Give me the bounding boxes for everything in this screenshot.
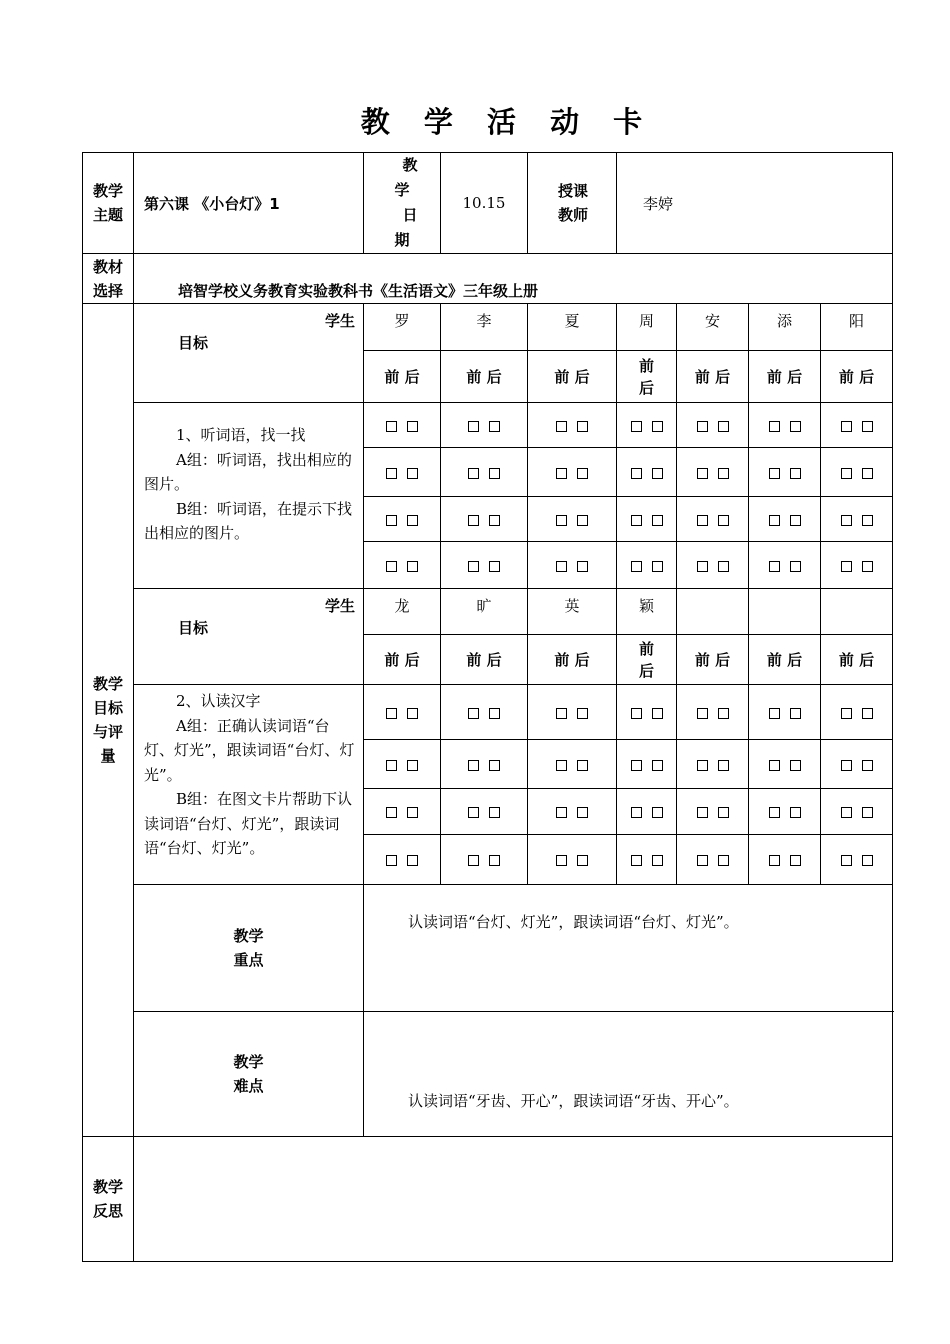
- post-checkbox[interactable]: [652, 421, 663, 432]
- checkbox-cell: [677, 789, 749, 835]
- checkbox-cell: [364, 789, 441, 835]
- post-checkbox[interactable]: [577, 468, 588, 479]
- pre-checkbox[interactable]: [556, 760, 567, 771]
- student-name: 颖: [617, 589, 677, 635]
- checkbox-cell: [528, 835, 617, 885]
- pre-post-label: 前 后: [677, 351, 749, 403]
- student-name: [749, 589, 821, 635]
- pre-checkbox[interactable]: [697, 561, 708, 572]
- checkbox-cell: [749, 542, 821, 589]
- post-checkbox[interactable]: [718, 708, 729, 719]
- pre-checkbox[interactable]: [631, 807, 642, 818]
- pre-post-label: 前 后: [528, 635, 617, 685]
- group2-goal-text: 2、认读汉字 A组：正确认读词语“台灯、灯光”，跟读词语“台灯、灯光”。 B组：在图文卡片帮助下认读词语“台灯、灯光”，跟读词语“台灯、灯光”。: [134, 685, 364, 885]
- checkbox-cell: [821, 403, 893, 448]
- pre-checkbox[interactable]: [841, 561, 852, 572]
- pre-checkbox[interactable]: [468, 708, 479, 719]
- post-checkbox[interactable]: [790, 807, 801, 818]
- post-checkbox[interactable]: [652, 561, 663, 572]
- group2-check-row: [83, 685, 893, 740]
- pre-post-label: 前 后: [617, 351, 677, 403]
- pre-checkbox[interactable]: [631, 468, 642, 479]
- pre-post-label: 前 后: [749, 351, 821, 403]
- post-checkbox[interactable]: [407, 468, 418, 479]
- date-label: 教 学 日 期: [364, 153, 441, 254]
- checkbox-cell: [441, 685, 528, 740]
- student-name: 安: [677, 304, 749, 351]
- pre-post-label: 前 后: [441, 635, 528, 685]
- material-row: [83, 254, 893, 304]
- checkbox-cell: [528, 448, 617, 497]
- post-checkbox[interactable]: [489, 421, 500, 432]
- pre-checkbox[interactable]: [697, 468, 708, 479]
- post-checkbox[interactable]: [489, 561, 500, 572]
- post-checkbox[interactable]: [407, 760, 418, 771]
- pre-checkbox[interactable]: [386, 807, 397, 818]
- checkbox-cell: [364, 403, 441, 448]
- post-checkbox[interactable]: [407, 807, 418, 818]
- pre-checkbox[interactable]: [468, 760, 479, 771]
- group1-goal-header: 学生 目标: [134, 304, 364, 403]
- post-checkbox[interactable]: [577, 855, 588, 866]
- post-checkbox[interactable]: [489, 855, 500, 866]
- post-checkbox[interactable]: [652, 760, 663, 771]
- checkbox-cell: [528, 789, 617, 835]
- pre-checkbox[interactable]: [468, 807, 479, 818]
- post-checkbox[interactable]: [407, 708, 418, 719]
- key-point-value: 认读词语“台灯、灯光”，跟读词语“台灯、灯光”。: [364, 885, 893, 1012]
- post-checkbox[interactable]: [577, 807, 588, 818]
- checkbox-cell: [617, 403, 677, 448]
- checkbox-cell: [364, 685, 441, 740]
- checkbox-cell: [528, 740, 617, 789]
- group2-goal-header: 学生 目标: [134, 589, 364, 685]
- checkbox-cell: [749, 789, 821, 835]
- checkbox-cell: [821, 835, 893, 885]
- pre-checkbox[interactable]: [631, 561, 642, 572]
- student-name: 阳: [821, 304, 893, 351]
- post-checkbox[interactable]: [489, 760, 500, 771]
- checkbox-cell: [364, 497, 441, 542]
- post-checkbox[interactable]: [718, 468, 729, 479]
- reflection-label: 教学 反思: [83, 1137, 134, 1262]
- checkbox-cell: [441, 403, 528, 448]
- group2-student-row: [83, 589, 893, 635]
- pre-post-label: 前 后: [821, 351, 893, 403]
- pre-checkbox[interactable]: [841, 708, 852, 719]
- checkbox-cell: [821, 789, 893, 835]
- checkbox-cell: [749, 448, 821, 497]
- pre-checkbox[interactable]: [769, 515, 780, 526]
- post-checkbox[interactable]: [489, 515, 500, 526]
- student-name: 旷: [441, 589, 528, 635]
- pre-checkbox[interactable]: [769, 807, 780, 818]
- student-name: [677, 589, 749, 635]
- checkbox-cell: [677, 685, 749, 740]
- student-name: 添: [749, 304, 821, 351]
- post-checkbox[interactable]: [718, 421, 729, 432]
- post-checkbox[interactable]: [790, 708, 801, 719]
- date-value: 10.15: [441, 153, 528, 254]
- pre-checkbox[interactable]: [769, 421, 780, 432]
- pre-checkbox[interactable]: [697, 855, 708, 866]
- pre-checkbox[interactable]: [556, 468, 567, 479]
- post-checkbox[interactable]: [407, 855, 418, 866]
- checkbox-cell: [749, 835, 821, 885]
- pre-checkbox[interactable]: [468, 515, 479, 526]
- group1-check-row: [83, 403, 893, 448]
- checkbox-cell: [677, 448, 749, 497]
- pre-checkbox[interactable]: [841, 421, 852, 432]
- pre-checkbox[interactable]: [841, 760, 852, 771]
- checkbox-cell: [821, 497, 893, 542]
- activity-card-table: [82, 152, 893, 1262]
- post-checkbox[interactable]: [577, 760, 588, 771]
- post-checkbox[interactable]: [652, 807, 663, 818]
- pre-checkbox[interactable]: [841, 807, 852, 818]
- checkbox-cell: [617, 835, 677, 885]
- pre-checkbox[interactable]: [386, 760, 397, 771]
- post-checkbox[interactable]: [862, 468, 873, 479]
- checkbox-cell: [617, 685, 677, 740]
- checkbox-cell: [617, 542, 677, 589]
- pre-checkbox[interactable]: [386, 421, 397, 432]
- checkbox-cell: [441, 497, 528, 542]
- post-checkbox[interactable]: [862, 760, 873, 771]
- post-checkbox[interactable]: [407, 561, 418, 572]
- pre-checkbox[interactable]: [631, 421, 642, 432]
- checkbox-cell: [441, 542, 528, 589]
- pre-checkbox[interactable]: [556, 807, 567, 818]
- pre-checkbox[interactable]: [631, 760, 642, 771]
- pre-checkbox[interactable]: [386, 561, 397, 572]
- checkbox-cell: [821, 740, 893, 789]
- pre-checkbox[interactable]: [386, 515, 397, 526]
- pre-checkbox[interactable]: [841, 855, 852, 866]
- checkbox-cell: [677, 542, 749, 589]
- checkbox-cell: [749, 497, 821, 542]
- post-checkbox[interactable]: [862, 561, 873, 572]
- material-label: 教材 选择: [83, 254, 134, 304]
- pre-checkbox[interactable]: [386, 468, 397, 479]
- page-title: 教 学 活 动 卡: [360, 105, 655, 139]
- pre-checkbox[interactable]: [468, 855, 479, 866]
- pre-checkbox[interactable]: [468, 468, 479, 479]
- post-checkbox[interactable]: [718, 807, 729, 818]
- checkbox-cell: [528, 403, 617, 448]
- pre-checkbox[interactable]: [631, 515, 642, 526]
- pre-checkbox[interactable]: [556, 561, 567, 572]
- pre-post-label: 前 后: [528, 351, 617, 403]
- post-checkbox[interactable]: [577, 515, 588, 526]
- pre-checkbox[interactable]: [697, 807, 708, 818]
- post-checkbox[interactable]: [652, 515, 663, 526]
- checkbox-cell: [364, 542, 441, 589]
- pre-post-label: 前 后: [617, 635, 677, 685]
- checkbox-cell: [617, 740, 677, 789]
- checkbox-cell: [528, 542, 617, 589]
- difficulty-row: [83, 1012, 893, 1137]
- key-point-row: [83, 885, 893, 1012]
- pre-checkbox[interactable]: [769, 468, 780, 479]
- pre-checkbox[interactable]: [841, 468, 852, 479]
- post-checkbox[interactable]: [790, 561, 801, 572]
- student-name: 龙: [364, 589, 441, 635]
- checkbox-cell: [821, 542, 893, 589]
- reflection-row: [83, 1137, 893, 1262]
- post-checkbox[interactable]: [489, 708, 500, 719]
- pre-checkbox[interactable]: [697, 760, 708, 771]
- post-checkbox[interactable]: [718, 561, 729, 572]
- checkbox-cell: [617, 448, 677, 497]
- post-checkbox[interactable]: [652, 855, 663, 866]
- post-checkbox[interactable]: [862, 421, 873, 432]
- checkbox-cell: [617, 497, 677, 542]
- checkbox-cell: [441, 789, 528, 835]
- pre-checkbox[interactable]: [556, 421, 567, 432]
- checkbox-cell: [749, 740, 821, 789]
- key-point-label: 教学 重点: [134, 885, 364, 1012]
- pre-checkbox[interactable]: [769, 708, 780, 719]
- pre-checkbox[interactable]: [556, 515, 567, 526]
- pre-checkbox[interactable]: [556, 855, 567, 866]
- pre-checkbox[interactable]: [769, 855, 780, 866]
- post-checkbox[interactable]: [790, 421, 801, 432]
- pre-post-label: 前 后: [821, 635, 893, 685]
- pre-checkbox[interactable]: [697, 515, 708, 526]
- post-checkbox[interactable]: [652, 708, 663, 719]
- post-checkbox[interactable]: [790, 515, 801, 526]
- pre-checkbox[interactable]: [697, 708, 708, 719]
- pre-checkbox[interactable]: [697, 421, 708, 432]
- checkbox-cell: [364, 448, 441, 497]
- post-checkbox[interactable]: [718, 760, 729, 771]
- checkbox-cell: [749, 685, 821, 740]
- pre-checkbox[interactable]: [631, 855, 642, 866]
- reflection-value: [134, 1137, 893, 1262]
- checkbox-cell: [441, 835, 528, 885]
- checkbox-cell: [677, 497, 749, 542]
- checkbox-cell: [677, 740, 749, 789]
- difficulty-label: 教学 难点: [134, 1012, 364, 1137]
- checkbox-cell: [677, 403, 749, 448]
- post-checkbox[interactable]: [489, 807, 500, 818]
- pre-checkbox[interactable]: [468, 421, 479, 432]
- pre-checkbox[interactable]: [841, 515, 852, 526]
- checkbox-cell: [441, 740, 528, 789]
- checkbox-cell: [821, 685, 893, 740]
- student-name: 英: [528, 589, 617, 635]
- pre-checkbox[interactable]: [468, 561, 479, 572]
- pre-post-label: 前 后: [677, 635, 749, 685]
- group1-student-row: [83, 304, 893, 351]
- student-name: [821, 589, 893, 635]
- checkbox-cell: [821, 448, 893, 497]
- pre-checkbox[interactable]: [631, 708, 642, 719]
- checkbox-cell: [528, 497, 617, 542]
- material-value: 培智学校义务教育实验教科书《生活语文》三年级上册: [134, 254, 893, 304]
- assessment-label: 教学 目标 与评 量: [83, 304, 134, 1137]
- checkbox-cell: [617, 789, 677, 835]
- post-checkbox[interactable]: [407, 421, 418, 432]
- topic-label: 教学 主题: [83, 153, 134, 254]
- pre-checkbox[interactable]: [556, 708, 567, 719]
- teacher-label: 授课 教师: [528, 153, 617, 254]
- post-checkbox[interactable]: [407, 515, 418, 526]
- post-checkbox[interactable]: [489, 468, 500, 479]
- pre-checkbox[interactable]: [769, 561, 780, 572]
- checkbox-cell: [364, 740, 441, 789]
- post-checkbox[interactable]: [790, 855, 801, 866]
- post-checkbox[interactable]: [862, 807, 873, 818]
- post-checkbox[interactable]: [790, 760, 801, 771]
- post-checkbox[interactable]: [577, 421, 588, 432]
- pre-post-label: 前 后: [364, 635, 441, 685]
- teacher-value: 李婷: [617, 153, 893, 254]
- topic-value: 第六课 《小台灯》1: [134, 153, 364, 254]
- pre-checkbox[interactable]: [386, 708, 397, 719]
- post-checkbox[interactable]: [577, 708, 588, 719]
- checkbox-cell: [749, 403, 821, 448]
- checkbox-cell: [441, 448, 528, 497]
- student-name: 罗: [364, 304, 441, 351]
- header-row: [83, 153, 893, 254]
- pre-checkbox[interactable]: [769, 760, 780, 771]
- post-checkbox[interactable]: [652, 468, 663, 479]
- student-name: 夏: [528, 304, 617, 351]
- pre-post-label: 前 后: [749, 635, 821, 685]
- post-checkbox[interactable]: [718, 515, 729, 526]
- post-checkbox[interactable]: [718, 855, 729, 866]
- pre-checkbox[interactable]: [386, 855, 397, 866]
- student-name: 李: [441, 304, 528, 351]
- pre-post-label: 前 后: [364, 351, 441, 403]
- group1-goal-text: 1、听词语，找一找 A组：听词语，找出相应的图片。 B组：听词语，在提示下找出相应的图片。: [134, 403, 364, 589]
- post-checkbox[interactable]: [862, 855, 873, 866]
- post-checkbox[interactable]: [790, 468, 801, 479]
- checkbox-cell: [528, 685, 617, 740]
- post-checkbox[interactable]: [862, 515, 873, 526]
- post-checkbox[interactable]: [577, 561, 588, 572]
- student-name: 周: [617, 304, 677, 351]
- checkbox-cell: [364, 835, 441, 885]
- difficulty-value: 认读词语“牙齿、开心”，跟读词语“牙齿、开心”。: [364, 1012, 893, 1137]
- checkbox-cell: [677, 835, 749, 885]
- pre-post-label: 前 后: [441, 351, 528, 403]
- post-checkbox[interactable]: [862, 708, 873, 719]
